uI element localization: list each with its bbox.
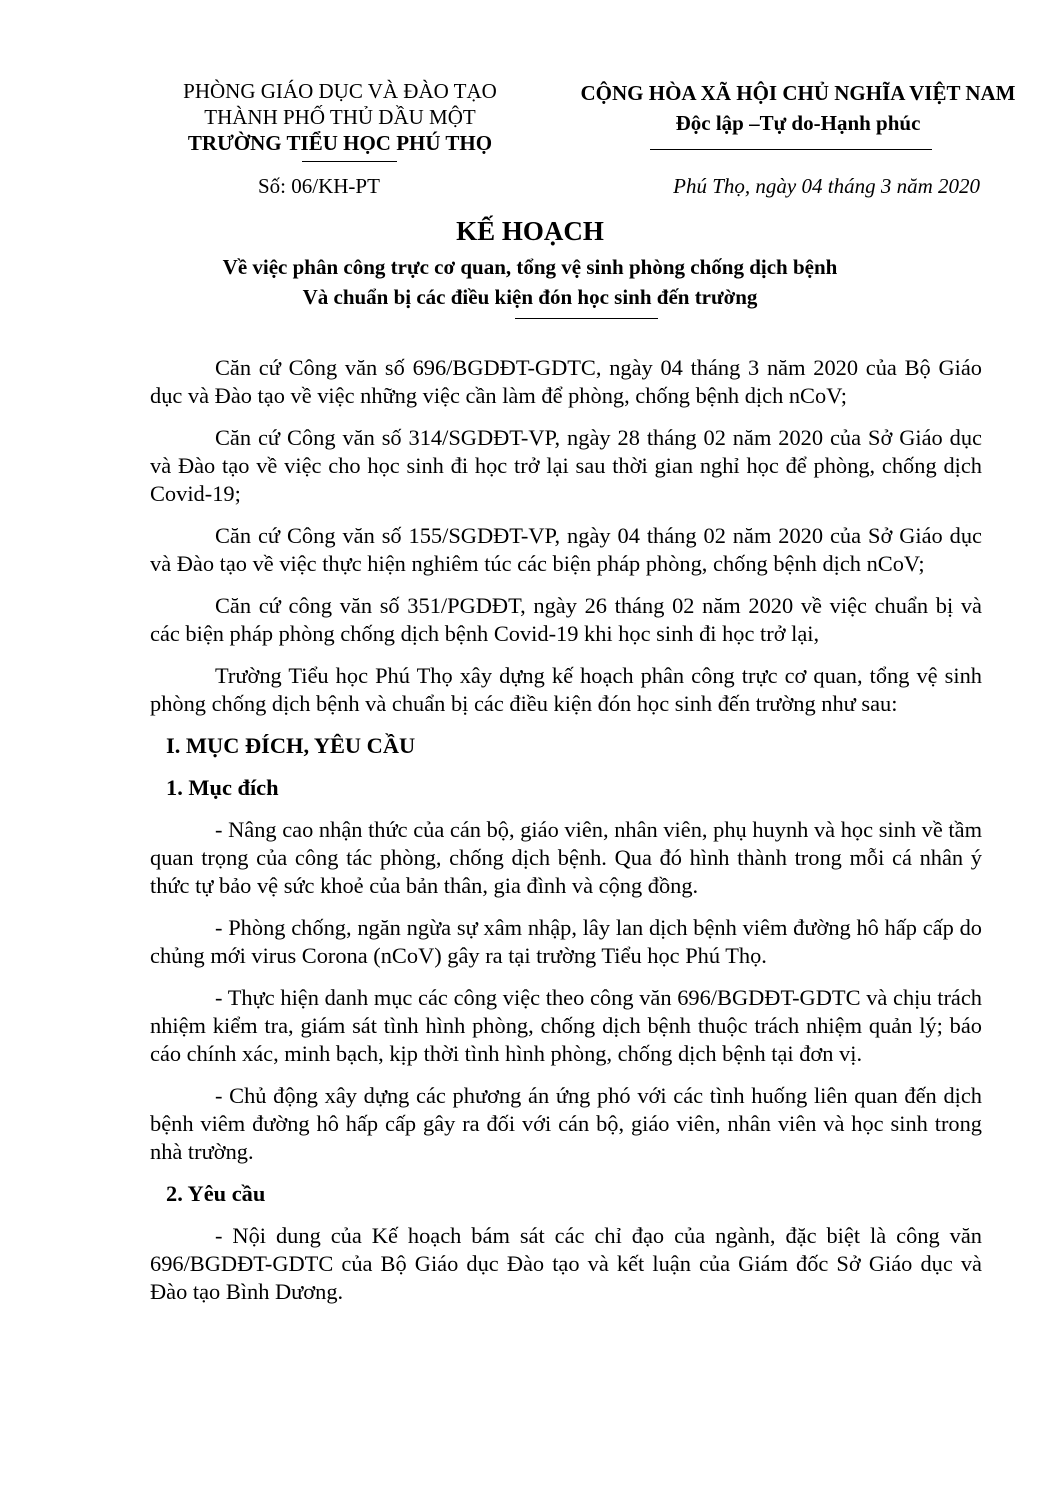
subtitle-line-1: Về việc phân công trực cơ quan, tổng vệ sinh phòng chống dịch bệnh	[222, 255, 838, 279]
document-subtitle	[100, 252, 960, 312]
subtitle-line-2: Và chuẩn bị các điều kiện đón học sinh đến trường	[302, 285, 758, 309]
school-underline	[302, 161, 397, 162]
issuing-agency-block	[160, 78, 520, 156]
intro-paragraph: Trường Tiểu học Phú Thọ xây dựng kế hoạch phân công trực cơ quan, tổng vệ sinh phòng chống dịch bệnh và chuẩn bị các điều kiện đón học sinh đến trường như sau:	[150, 663, 982, 716]
title-underline	[515, 318, 658, 319]
agency-line-2: THÀNH PHỐ THỦ DẦU MỘT	[204, 105, 476, 129]
purpose-item: - Thực hiện danh mục các công việc theo công văn 696/BGDĐT-GDTC và chịu trách nhiệm kiểm tra, giám sát tình hình phòng, chống dịch bệnh thuộc trách nhiệm quản lý; báo cáo chính xác, minh bạch, kịp thời tình hình phòng, chống dịch bệnh tại đơn vị.	[150, 985, 982, 1066]
school-name: TRƯỜNG TIỂU HỌC PHÚ THỌ	[187, 131, 493, 155]
requirement-item: - Nội dung của Kế hoạch bám sát các chỉ đạo của ngành, đặc biệt là công văn 696/BGDĐT-GDTC của Bộ Giáo dục Đào tạo và kết luận của Giám đốc Sở Giáo dục và Đào tạo Bình Dương.	[150, 1223, 982, 1304]
document-title: KẾ HOẠCH	[456, 216, 604, 246]
national-motto: Độc lập –Tự do-Hạnh phúc	[675, 111, 921, 135]
date-line: Phú Thọ, ngày 04 tháng 3 năm 2020	[673, 174, 980, 198]
agency-line-1: PHÒNG GIÁO DỤC VÀ ĐÀO TẠO	[183, 79, 497, 103]
motto-underline	[650, 149, 932, 150]
legal-basis-paragraph: Căn cứ công văn số 351/PGDĐT, ngày 26 tháng 02 năm 2020 về việc chuẩn bị và các biện pháp phòng chống dịch bệnh Covid-19 khi học sinh đi học trở lại,	[150, 593, 982, 646]
purpose-item: - Phòng chống, ngăn ngừa sự xâm nhập, lây lan dịch bệnh viêm đường hô hấp cấp do chủng mới virus Corona (nCoV) gây ra tại trường Tiểu học Phú Thọ.	[150, 915, 982, 968]
national-header-block	[548, 78, 1048, 138]
subsection-heading-purpose: 1. Mục đích	[166, 775, 279, 800]
purpose-item: - Nâng cao nhận thức của cán bộ, giáo viên, nhân viên, phụ huynh và học sinh về tầm quan trọng của công tác phòng, chống dịch bệnh. Qua đó hình thành trong mỗi cá nhân ý thức tự bảo vệ sức khoẻ của bản thân, gia đình và cộng đồng.	[150, 817, 982, 898]
document-number: Số: 06/KH-PT	[258, 174, 380, 198]
section-heading: I. MỤC ĐÍCH, YÊU CẦU	[166, 733, 416, 758]
document-body	[150, 354, 982, 1320]
subsection-heading-requirement: 2. Yêu cầu	[166, 1181, 266, 1206]
legal-basis-paragraph: Căn cứ Công văn số 314/SGDĐT-VP, ngày 28 tháng 02 năm 2020 của Sở Giáo dục và Đào tạo về việc cho học sinh đi học trở lại sau thời gian nghỉ học để phòng, chống dịch Covid-19;	[150, 425, 982, 506]
purpose-item: - Chủ động xây dựng các phương án ứng phó với các tình huống liên quan đến dịch bệnh viêm đường hô hấp cấp gây ra đối với cán bộ, giáo viên, nhân viên và học sinh trong nhà trường.	[150, 1083, 982, 1164]
legal-basis-paragraph: Căn cứ Công văn số 155/SGDĐT-VP, ngày 04 tháng 02 năm 2020 của Sở Giáo dục và Đào tạo về việc thực hiện nghiêm túc các biện pháp phòng, chống bệnh dịch nCoV;	[150, 523, 982, 576]
legal-basis-paragraph: Căn cứ Công văn số 696/BGDĐT-GDTC, ngày 04 tháng 3 năm 2020 của Bộ Giáo dục và Đào tạo về việc những việc cần làm để phòng, chống bệnh dịch nCoV;	[150, 355, 982, 408]
republic-name: CỘNG HÒA XÃ HỘI CHỦ NGHĨA VIỆT NAM	[580, 81, 1016, 105]
